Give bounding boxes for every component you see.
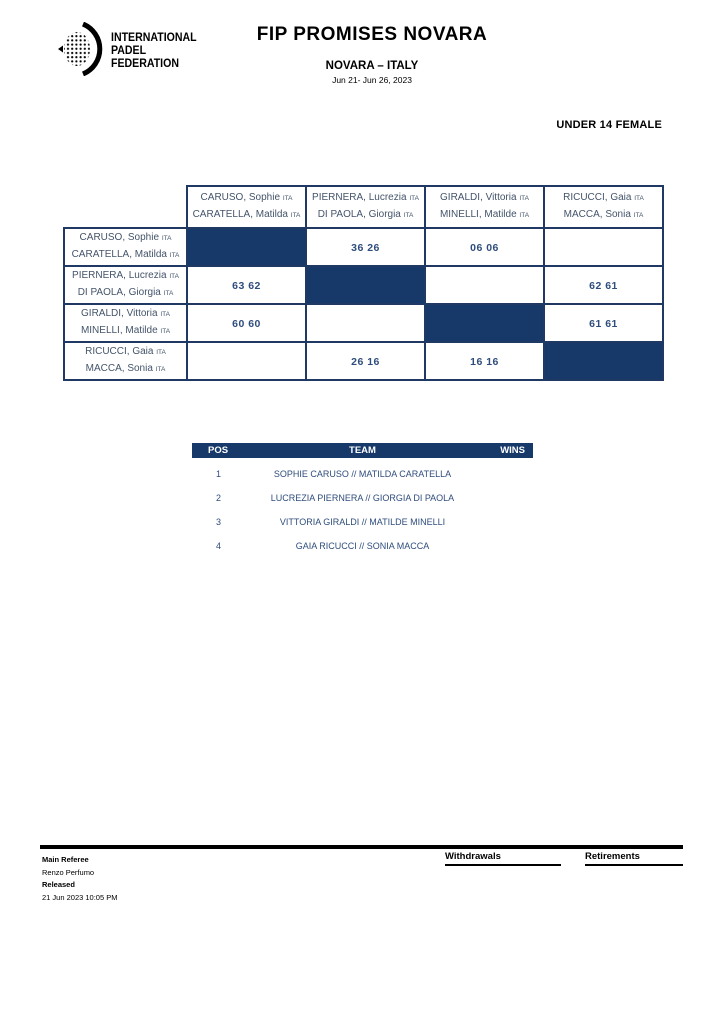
player-nationality: ITA	[169, 252, 180, 259]
player-name: PIERNERA, Lucrezia	[312, 192, 407, 203]
player-nationality: ITA	[403, 212, 414, 219]
match-result-cell	[425, 342, 544, 380]
match-score: 26 16	[351, 356, 380, 368]
grid-diagonal-cell	[544, 342, 663, 380]
grid-header-row	[64, 186, 663, 228]
standings-header-team: TEAM	[349, 445, 376, 456]
footer-divider	[40, 845, 683, 849]
round-robin-grid	[63, 185, 664, 381]
released-label: Released	[42, 880, 75, 889]
player-nationality: ITA	[160, 311, 170, 318]
player-name: CARATELLA, Matilda	[71, 249, 167, 260]
category-title: UNDER 14 FEMALE	[556, 119, 662, 131]
player-nationality: ITA	[290, 212, 301, 219]
main-referee-label: Main Referee	[42, 855, 89, 864]
player-name: GIRALDI, Vittoria	[440, 192, 517, 203]
player-name: RICUCCI, Gaia	[85, 346, 154, 357]
player-name: MINELLI, Matilde	[80, 325, 158, 336]
player-nationality: ITA	[633, 212, 644, 219]
event-header	[20, 24, 724, 85]
player-nationality: ITA	[161, 235, 172, 242]
match-result-cell	[425, 228, 544, 266]
grid-row-header-team1	[64, 228, 187, 266]
player-name: MACCA, Sonia	[563, 209, 631, 220]
player-name: DI PAOLA, Giorgia	[317, 209, 401, 220]
grid-diagonal-cell	[306, 266, 425, 304]
match-score: 36 26	[351, 242, 380, 254]
standings-pos: 3	[216, 517, 222, 527]
match-result-cell	[544, 266, 663, 304]
standings-team: GAIA RICUCCI // SONIA MACCA	[295, 541, 430, 551]
standings-table	[192, 443, 533, 558]
logo-line-1: INTERNATIONAL	[111, 32, 197, 44]
grid-row-team3	[64, 304, 663, 342]
player-name: GIRALDI, Vittoria	[81, 308, 158, 319]
logo-line-2: PADEL	[111, 45, 147, 57]
player-nationality: ITA	[519, 212, 530, 219]
player-name: CARUSO, Sophie	[200, 192, 281, 203]
standings-pos: 4	[216, 541, 222, 551]
match-result-cell	[544, 228, 663, 266]
match-score: 61 61	[589, 318, 618, 330]
withdrawals-label: Withdrawals	[445, 851, 561, 866]
grid-row-header-team2	[64, 266, 187, 304]
retirements-label: Retirements	[585, 851, 683, 866]
event-title: FIP PROMISES NOVARA	[256, 24, 488, 45]
standings-row	[192, 486, 533, 510]
match-score: 63 62	[232, 280, 261, 292]
standings-row	[192, 510, 533, 534]
standings-team: VITTORIA GIRALDI // MATILDE MINELLI	[279, 517, 446, 527]
standings-pos: 2	[216, 493, 222, 503]
match-result-cell	[306, 228, 425, 266]
standings-row	[192, 462, 533, 486]
grid-col-header-team4	[544, 186, 663, 228]
player-name: RICUCCI, Gaia	[563, 192, 632, 203]
footer-referee-block	[42, 854, 117, 904]
logo-line-3: FEDERATION	[111, 58, 179, 70]
grid-diagonal-cell	[187, 228, 306, 266]
player-nationality: ITA	[169, 273, 179, 280]
player-name: CARUSO, Sophie	[79, 232, 160, 243]
grid-col-header-team1	[187, 186, 306, 228]
match-result-cell	[544, 304, 663, 342]
grid-row-team2	[64, 266, 663, 304]
player-nationality: ITA	[156, 349, 166, 356]
standings-pos: 1	[216, 469, 222, 479]
match-result-cell	[306, 304, 425, 342]
event-dates: Jun 21- Jun 26, 2023	[332, 75, 412, 85]
grid-col-header-team3	[425, 186, 544, 228]
player-name: DI PAOLA, Giorgia	[77, 287, 161, 298]
standings-header-row	[192, 443, 533, 458]
player-nationality: ITA	[409, 195, 419, 202]
player-nationality: ITA	[155, 366, 166, 373]
grid-diagonal-cell	[425, 304, 544, 342]
standings-team: SOPHIE CARUSO // MATILDA CARATELLA	[273, 469, 452, 479]
match-result-cell	[187, 266, 306, 304]
match-result-cell	[187, 304, 306, 342]
standings-team: LUCREZIA PIERNERA // GIORGIA DI PAOLA	[270, 493, 455, 503]
player-name: MINELLI, Matilde	[439, 209, 517, 220]
grid-row-header-team3	[64, 304, 187, 342]
player-name: PIERNERA, Lucrezia	[72, 270, 167, 281]
standings-rows	[192, 462, 533, 558]
player-nationality: ITA	[160, 328, 171, 335]
match-result-cell	[306, 342, 425, 380]
grid-corner-cell	[64, 186, 187, 228]
event-location: NOVARA – ITALY	[325, 60, 419, 72]
player-nationality: ITA	[282, 195, 293, 202]
player-nationality: ITA	[519, 195, 529, 202]
match-score: 06 06	[470, 242, 499, 254]
standings-row	[192, 534, 533, 558]
match-result-cell	[187, 342, 306, 380]
grid-row-team4	[64, 342, 663, 380]
grid-row-team1	[64, 228, 663, 266]
standings-header-pos: POS	[208, 445, 229, 456]
player-name: MACCA, Sonia	[85, 363, 153, 374]
player-nationality: ITA	[163, 290, 174, 297]
match-score: 16 16	[470, 356, 499, 368]
grid-col-header-team2	[306, 186, 425, 228]
match-score: 62 61	[589, 280, 618, 292]
standings-header-wins: WINS	[500, 445, 525, 456]
player-name: CARATELLA, Matilda	[192, 209, 288, 220]
released-timestamp: 21 Jun 2023 10:05 PM	[42, 892, 118, 902]
main-referee-name: Renzo Perfumo	[42, 867, 95, 877]
match-result-cell	[425, 266, 544, 304]
grid-row-header-team4	[64, 342, 187, 380]
match-score: 60 60	[232, 318, 261, 330]
player-nationality: ITA	[634, 195, 644, 202]
